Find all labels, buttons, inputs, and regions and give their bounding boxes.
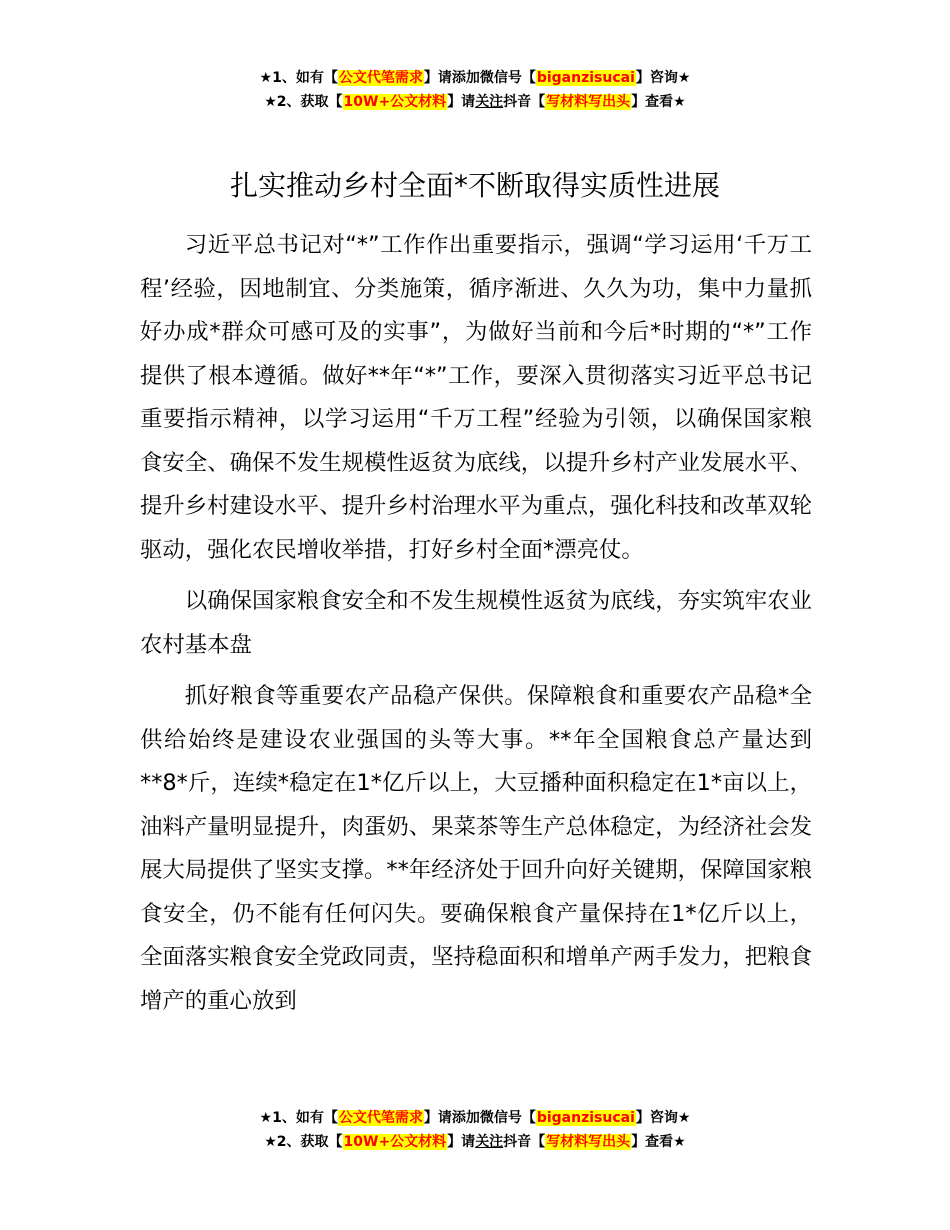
- banner-line-1: [0, 66, 950, 90]
- banner-text: 】查看★: [631, 94, 686, 110]
- paragraph: 习近平总书记对“*”工作作出重要指示，强调“学习运用‘千万工程’经验，因地制宜、分类施策，循序渐进、久久为功，集中力量抓好办成*群众可感可及的实事”，为做好当前和今后*时期的“*”工作提供了根本遵循。做好**年“*”工作，要深入贯彻落实习近平总书记重要指示精神，以学习运用“千万工程”经验为引领，以确保国家粮食安全、确保不发生规模性返贫为底线，以提升乡村产业发展水平、提升乡村建设水平、提升乡村治理水平为重点，强化科技和改革双轮驱动，强化农民增收举措，打好乡村全面*漂亮仗。: [140, 232, 812, 563]
- banner-highlight: biganzisucai: [536, 70, 635, 86]
- document-title: 扎实推动乡村全面*不断取得实质性进展: [229, 169, 720, 202]
- paragraph: 以确保国家粮食安全和不发生规模性返贫为底线，夯实筑牢农业农村基本盘: [140, 588, 812, 658]
- banner-text: 】请: [447, 94, 476, 110]
- banner-text: 】咨询★: [635, 1110, 691, 1126]
- banner-text: 抖音【: [503, 1134, 546, 1150]
- banner-highlight: 10W+公文材料: [343, 1134, 447, 1150]
- footer-banner: [0, 1106, 950, 1154]
- banner-text: ★2、获取【: [264, 1134, 343, 1150]
- banner-text: ★2、获取【: [264, 94, 343, 110]
- banner-text: 】查看★: [631, 1134, 686, 1150]
- banner-line-2: [0, 1130, 950, 1154]
- banner-text: 】请添加微信号【: [423, 70, 536, 86]
- banner-highlight: 写材料写出头: [546, 94, 631, 110]
- banner-text: 抖音【: [503, 94, 546, 110]
- banner-underline: 关注: [475, 1134, 504, 1150]
- banner-highlight: 公文代笔需求: [338, 70, 423, 86]
- banner-highlight: 写材料写出头: [546, 1134, 631, 1150]
- banner-highlight: 10W+公文材料: [343, 94, 447, 110]
- banner-line-1: [0, 1106, 950, 1130]
- paragraph: 抓好粮食等重要农产品稳产保供。保障粮食和重要农产品稳*全供给始终是建设农业强国的头等大事。**年全国粮食总产量达到**8*斤，连续*稳定在1*亿斤以上，大豆播种面积稳定在1*亩以上，油料产量明显提升，肉蛋奶、果菜茶等生产总体稳定，为经济社会发展大局提供了坚实支撑。**年经济处于回升向好关键期，保障国家粮食安全，仍不能有任何闪失。要确保粮食产量保持在1*亿斤以上，全面落实粮食安全党政同责，坚持稳面积和增单产两手发力，把粮食增产的重心放到: [140, 683, 812, 1014]
- document-body: [140, 224, 812, 1031]
- header-banner: [0, 66, 950, 114]
- banner-line-2: [0, 90, 950, 114]
- banner-text: ★1、如有【: [259, 1110, 338, 1126]
- banner-highlight: biganzisucai: [536, 1110, 635, 1126]
- banner-text: ★1、如有【: [259, 70, 338, 86]
- banner-underline: 关注: [475, 94, 504, 110]
- banner-text: 】咨询★: [635, 70, 691, 86]
- banner-text: 】请: [447, 1134, 476, 1150]
- banner-text: 】请添加微信号【: [423, 1110, 536, 1126]
- banner-highlight: 公文代笔需求: [338, 1110, 423, 1126]
